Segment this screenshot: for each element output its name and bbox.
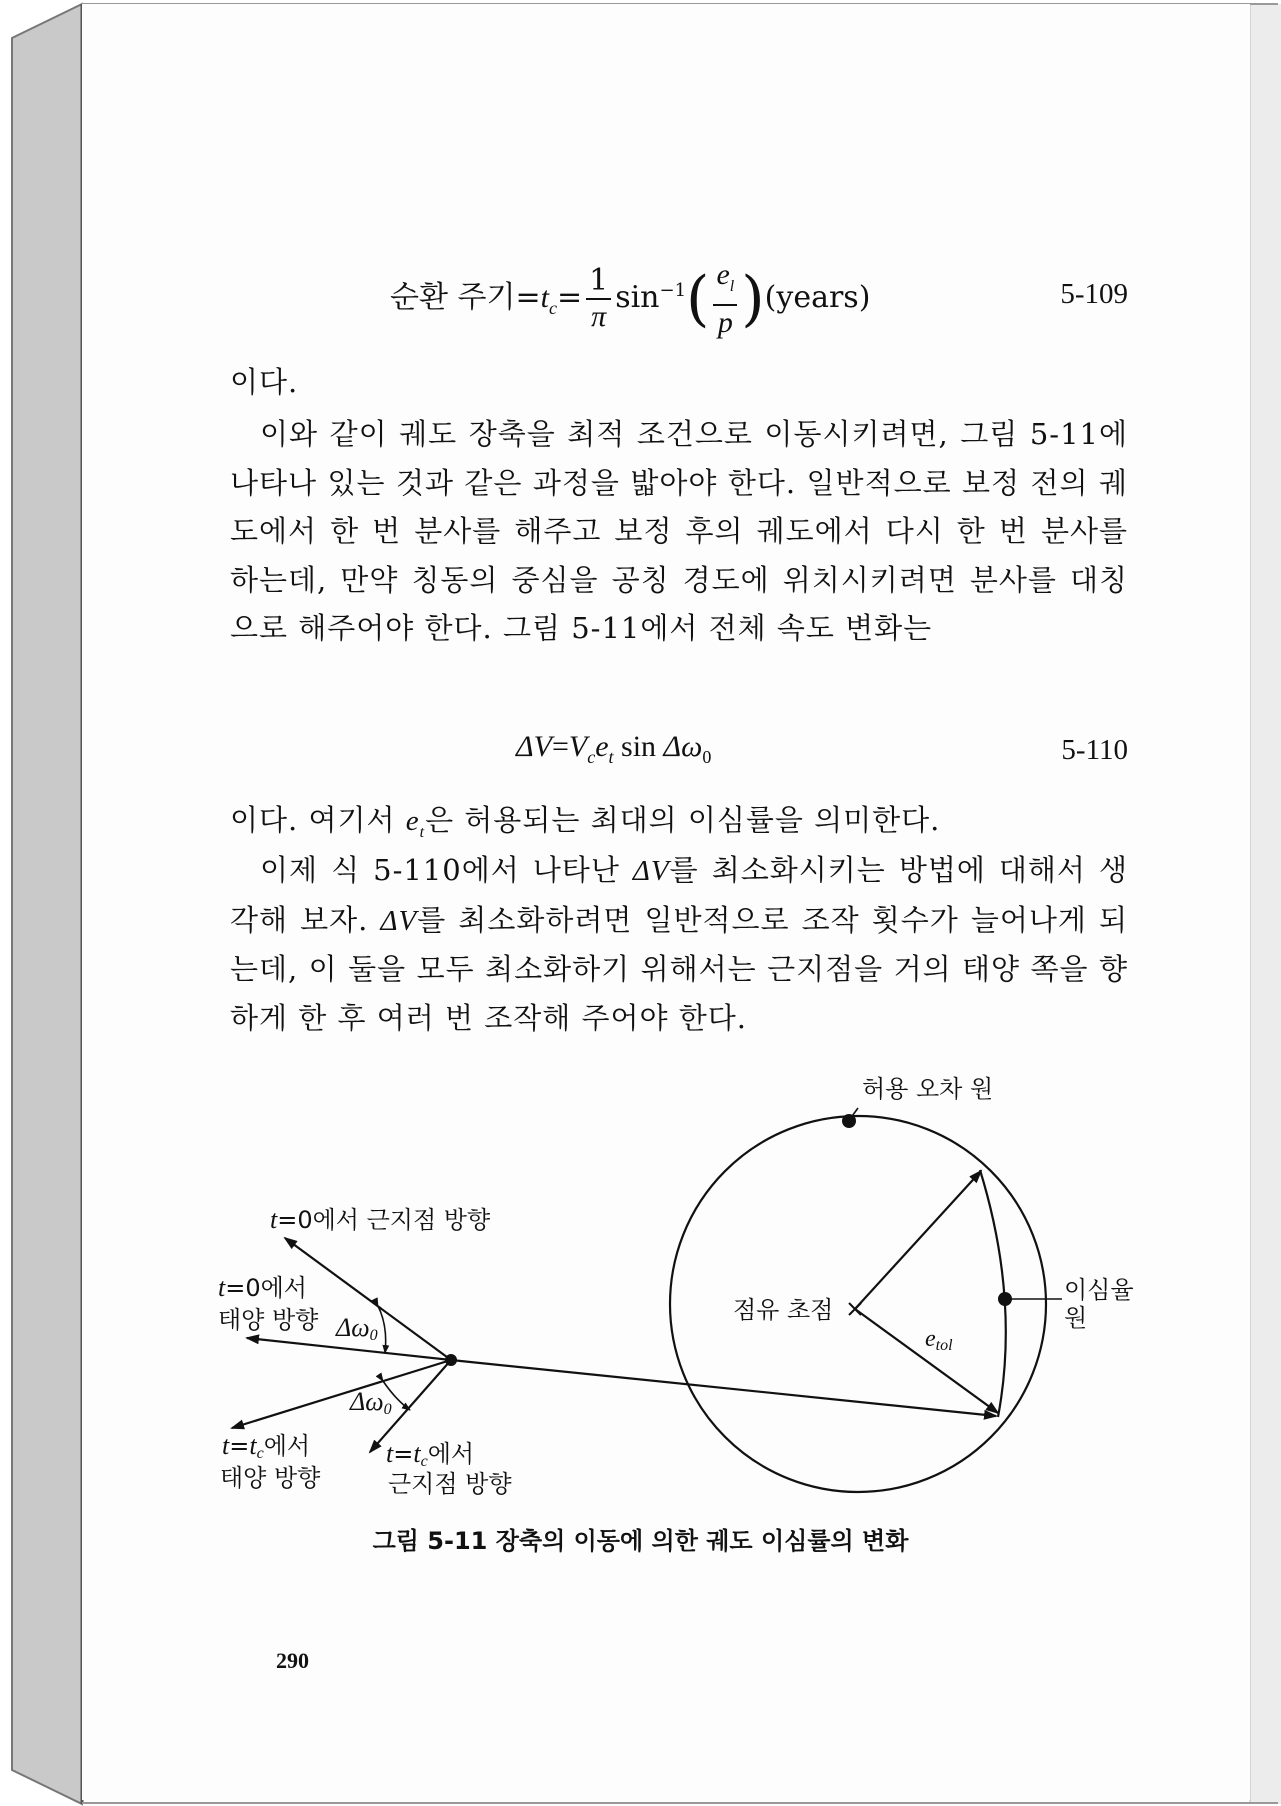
label-occupied-focus: 점유 초점 [733, 1296, 834, 1324]
equation-5-110 [516, 730, 711, 768]
paragraph-4 [230, 846, 1128, 1042]
label-ecc-circle-line2: 원 [1064, 1304, 1088, 1332]
label-e-tol: etol [925, 1326, 953, 1354]
paragraph-3-text-b: 은 허용되는 최대의 이심률을 의미한다. [425, 803, 941, 837]
eq-sin-sup: −1 [659, 280, 687, 301]
label-sun-tc-line1: t=tc에서 [222, 1431, 311, 1462]
label-perigee-tc-line1: t=tc에서 [386, 1439, 475, 1470]
paragraph-3-text-a: 이다. 여기서 [230, 803, 396, 837]
eq110-sin: sin [621, 730, 657, 763]
label-perigee-t0: t=0에서 근지점 방향 [270, 1205, 491, 1234]
eq110-v-sub: c [587, 747, 596, 767]
label-delta-w-upper: Δω0 [336, 1313, 378, 1344]
eq110-equals: = [551, 730, 569, 763]
eq110-v: V [568, 730, 588, 763]
eq-equals-2: = [556, 280, 583, 315]
paragraph-2 [230, 410, 1128, 653]
label-perigee-tc-line2: 근지점 방향 [388, 1470, 512, 1498]
eq-inner-num: e [716, 258, 730, 291]
equation-5-109 [390, 258, 870, 340]
eq-fraction [586, 264, 611, 334]
eq-inner-fraction [713, 258, 737, 340]
label-ecc-circle-line1: 이심율 [1064, 1276, 1134, 1304]
eq-inner-den: p [717, 306, 733, 339]
eq-frac-num: 1 [586, 264, 611, 300]
equation-number-5-109: 5-109 [1060, 278, 1128, 310]
equation-number-5-110: 5-110 [1061, 734, 1128, 766]
eq-t-sub: c [548, 298, 557, 318]
label-tolerance-circle: 허용 오차 원 [862, 1075, 994, 1103]
paragraph-4-delta-v-2: ΔV [380, 904, 418, 937]
eq110-delta-w-sub: 0 [702, 747, 712, 767]
page-number: 290 [276, 1648, 309, 1673]
eq-unit: (years) [764, 280, 871, 315]
eq-paren-right: ) [741, 264, 765, 334]
eq-equals: = [515, 280, 541, 315]
eq-paren-left: ( [686, 264, 710, 334]
eq-sin: sin [615, 280, 660, 315]
paragraph-4-text-c: 를 최소화하려면 일반적으로 조작 횟수가 늘어나게 되는데, 이 둘을 모두 최소화하기 위해서는 근지점을 거의 태양 쪽을 향하게 한 후 여러 번 조작해 주어야 한다. [230, 902, 1129, 1035]
paragraph-4-text-b: 를 최소화시키는 방법에 대해서 생각해 보자. [230, 853, 1128, 937]
eq110-e: e [595, 730, 609, 763]
paragraph-3-e: e [405, 805, 420, 837]
eq-lhs-text: 순환 주기 [390, 280, 516, 315]
paragraph-1-text: 이다. [230, 365, 299, 399]
label-sun-tc-line2: 태양 방향 [220, 1464, 321, 1492]
paragraph-3-e-sub: t [419, 823, 426, 841]
paragraph-2-text: 이와 같이 궤도 장축을 최적 조건으로 이동시키려면, 그림 5-11에 나타나 있는 것과 같은 과정을 밟아야 한다. 일반적으로 보정 전의 궤도에서 한 번 분사를 해주고 보정 후의 궤도에서 다시 한 번 분사를 하는데, 만약 칭동의 중심을 공칭 경도에 위치시키려면 분사를 대칭으로 해주어야 한다. 그림 5-11에서 전체 속도 변화는 [230, 417, 1128, 645]
eq-inner-num-sub: l [729, 278, 735, 295]
paragraph-4-text-a: 이제 식 5-110에서 나타난 [260, 853, 620, 887]
eq110-delta-v: ΔV [516, 730, 552, 763]
eq-t: t [540, 281, 549, 314]
label-sun-t0-line2: 태양 방향 [218, 1306, 319, 1334]
label-sun-t0-line1: t=0에서 [218, 1273, 307, 1302]
label-delta-w-lower: Δω0 [350, 1387, 392, 1418]
eq-frac-den: π [591, 300, 607, 333]
eq110-e-sub: t [608, 747, 614, 767]
eq110-delta-w: Δω [663, 730, 703, 763]
paragraph-1 [230, 358, 1128, 407]
paragraph-4-delta-v-1: ΔV [632, 855, 670, 887]
figure-caption: 그림 5-11 장축의 이동에 의한 궤도 이심률의 변화 [372, 1527, 909, 1555]
